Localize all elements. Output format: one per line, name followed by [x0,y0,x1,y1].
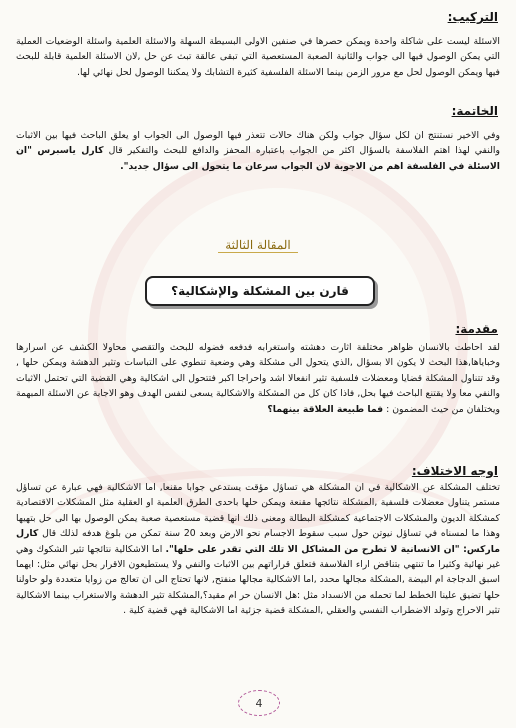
ikhtilaf-paragraph [16,480,500,619]
khatima-paragraph [16,128,500,174]
muqaddima-heading: مقدمة: [455,322,498,336]
muqaddima-text: لقد احاطت بالانسان ظواهر مختلفة اثارت دهشته واستغرابه فدفعه فضوله للبحث والتقصي محاولا الكشف عن اسرارها وخباياها,هذا البحث لا يكون الا بسؤال ,الذي يتحول الى مشكلة وهي وضعية تنطوي على التباسات وتثير الدهشة ويمكن حلها , وقد تتناول المشكلة قضايا ومعضلات فلسفية تثير انفعالا اشد واحراجا اكبر فتتحول الى اشكالية وهي القضية التي تحتمل الاثبات والنفي معا ولا يقتنع الباحث فيها بحل, فاذا كان كل من المشكلة والاشكالية يسعى لنفس الهدف وهو الاجابة عن الاسئلة المبهمة ويختلفان من حيث المضمون : [16,342,500,415]
khatima-quote: كارل ياسبرس "ان الاسئلة في الفلسفة اهم من الاجوبة لان الجواب سرعان ما يتحول الى سؤال جديد". [16,145,500,172]
khatima-heading: الخاتمة: [451,104,498,118]
khatima-text: وفي الاخير نستنتج ان لكل سؤال جواب ولكن هناك حالات تتعذر فيها الوصول الى الجواب او يعلق الباحث فيها بين الاثبات والنفي لهذا اهتم الفلاسفة بالسؤال اكثر من الجواب باعتباره المحفز والدافع للبحث والتفكير قال [16,130,500,157]
muqaddima-question: فما طبيعة العلاقة بينهما؟ [267,403,384,415]
ikhtilaf-text-2: اما الاشكالية نتائجها تثير الشكوك وهي غير نهائية وكثيرا ما تنتهي بتناقض اراء الفلاسفة فتعلق قراراتهم بين الاثبات والنفي ولا يستطيعون الاقرار بحل نهائي مثل: ايهما اسبق الدجاجة ام البيضة ,المشكلة مجالها محدد ,اما الاشكالية مجالها منفتح, لانها تحتاج الى ان تعالج من زوايا متعددة ولو حاولنا حلها تضيق علينا الخطط لما تحمله من الانسداد مثل :هل الانسان حر ام مقيد؟,المشكلة تثير الدهشة والاستغراب بينما الاشكالية تثير الاحراج وتولد الاضطراب النفسي والعقلي ,المشكلة قضية جزئية اما الاشكالية فهي قضية كلية . [16,543,500,617]
tarkib-heading: التركيب: [447,10,498,24]
ikhtilaf-quote: كارل ماركس: "ان الانسانية لا تطرح من المشاكل الا تلك التي تقدر على حلها". [16,528,500,555]
tarkib-paragraph [16,34,500,80]
section-label: المقالة الثالثة [218,238,298,253]
muqaddima-paragraph [16,340,500,417]
ikhtilaf-text-1: تختلف المشكلة عن الاشكالية في ان المشكلة هي تساؤل مؤقت يستدعي جوابا مقنعا, اما الاشكالية فهي عبارة عن تساؤل مستمر يتناول معضلات فلسفية ,المشكلة نتائجها مقنعة ويمكن حلها باحدى الطرق العلمية او العقلية مثل المشكلات الاقتصادية كمشكلة الديون والمشكلات الاجتماعية كمشكلة البطالة ومعنى ذلك انها قضية مستعصية صعبة يمكن الوصول بها الى حل بتهيها وهذا ما لمسناه في تساؤل نيوتن حول سبب سقوط الاجسام نحو الارض وبعد 20 سنة تمكن من بلوغ هدفه لذلك قال [16,482,500,540]
ikhtilaf-heading: اوجه الاختلاف: [411,464,498,478]
section-title: قارن بين المشكلة والإشكالية؟ [145,276,375,306]
page-number: 4 [238,690,280,716]
tarkib-text: الاسئلة ليست على شاكلة واحدة ويمكن حصرها في صنفين الاولى البسيطة السهلة والاسئلة العلمية واسئلة الوضعيات العملية التي يمكن الوصول فيها الى جواب والثانية الصعبة المستعصية التي تبقى عالقة تبث عن حل ,لان الاسئلة العلمية قابلة للبحث فيها ويمكن الوصول لحل مع مرور الزمن بينما الاسئلة الفلسفية كثيرة التشابك ولا يمكننا الوصول لحل نهائي لها. [16,36,500,78]
